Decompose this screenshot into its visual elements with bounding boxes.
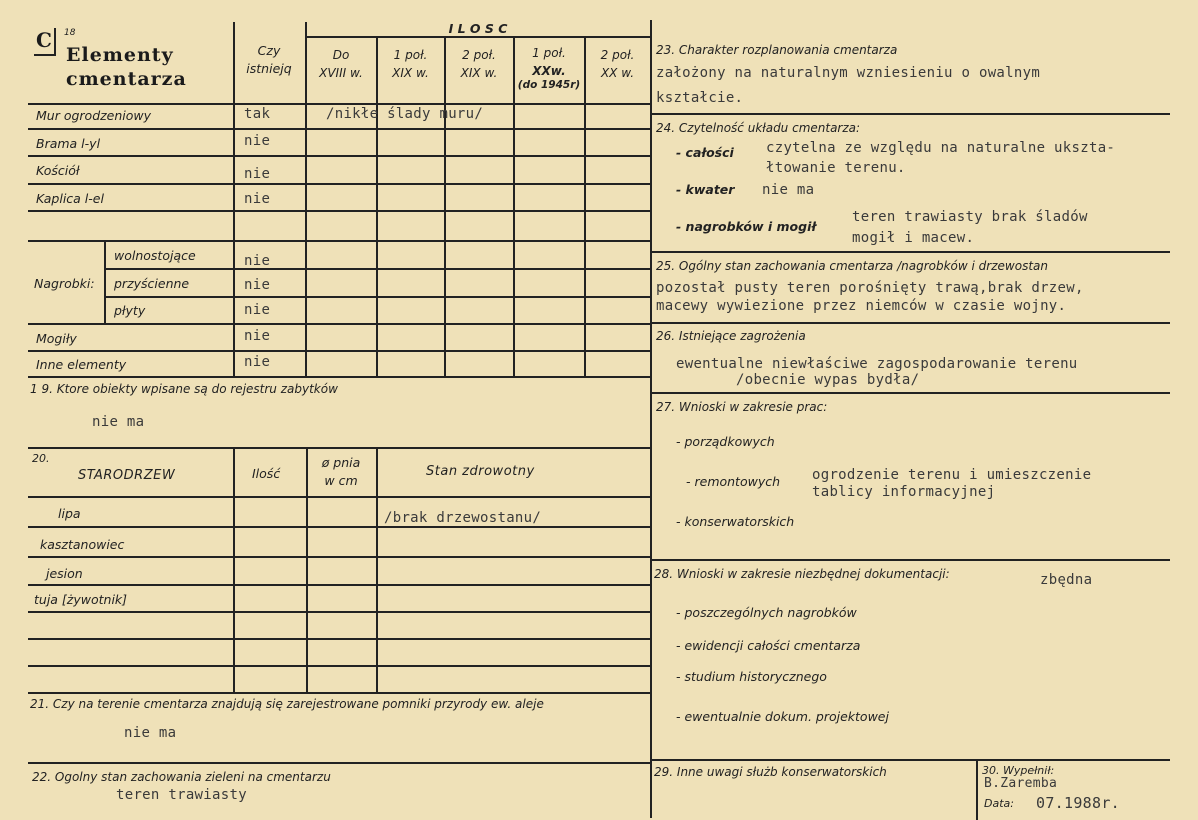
q20-note: /brak drzewostanu/ <box>384 510 542 526</box>
q26-answer-2: /obecnie wypas bydła/ <box>736 372 920 388</box>
q27-remont-1: ogrodzenie terenu i umieszczenie <box>812 467 1092 483</box>
row-label-mur: Mur ogrodzeniowy <box>36 108 152 123</box>
row-exists-mogily: nie <box>244 328 271 344</box>
q22-answer: teren trawiasty <box>116 787 247 803</box>
q21-label: 21. Czy na terenie cmentarza znajdują się zarejestrowane pomniki przyrody ew. aleje <box>30 697 544 711</box>
q25-answer-2: macewy wywiezione przez niemców w czasie wojny. <box>656 298 1067 314</box>
section-sub: 18 <box>64 28 76 38</box>
row-exists-inne: nie <box>244 354 271 370</box>
q23-answer-1: założony na naturalnym wzniesieniu o owalnym <box>656 65 1041 81</box>
q28-item-3: - studium historycznego <box>676 669 827 684</box>
q28-item-4: - ewentualnie dokum. projektowej <box>676 709 889 724</box>
q22-label: 22. Ogolny stan zachowania zieleni na cmentarzu <box>32 770 331 784</box>
q29-label: 29. Inne uwagi służb konserwatorskich <box>654 765 887 779</box>
q24-nagrobkow-2: mogił i macew. <box>852 230 975 246</box>
q24-calosci-label: - całości <box>676 145 734 160</box>
q28-label: 28. Wnioski w zakresie niezbędnej dokumentacji: <box>654 567 950 581</box>
row-exists-brama: nie <box>244 133 271 149</box>
tree-kasztanowiec: kasztanowiec <box>40 537 125 552</box>
q24-kwater-label: - kwater <box>676 182 735 197</box>
q20-col-ilosc: Ilość <box>252 466 281 481</box>
row-label-brama: Brama l-yl <box>36 136 101 151</box>
q25-label: 25. Ogólny stan zachowania cmentarza /nagrobków i drzewostan <box>656 259 1048 273</box>
q24-calosci-1: czytelna ze względu na naturalne ukszta- <box>766 140 1116 156</box>
q20-col-pnia: ø pnia w cm <box>321 455 361 488</box>
nagrobki-przyscienne-exists: nie <box>244 277 271 293</box>
q20-num: 20. <box>32 452 50 465</box>
tree-tuja: tuja [żywotnik] <box>34 592 128 607</box>
row-exists-mur: tak <box>244 106 271 122</box>
row-note-mur: /nikłe ślady muru/ <box>326 106 484 122</box>
period-col-4: 2 poł. XX w. <box>600 48 635 80</box>
period-col-1: 1 poł. XIX w. <box>392 48 429 80</box>
row-exists-kosciol: nie <box>244 166 271 182</box>
col-ilosc-header: I L O S C <box>448 21 508 36</box>
q24-nagrobkow-1: teren trawiasty brak śladów <box>852 209 1088 225</box>
period-col-2: 2 poł. XIX w. <box>460 48 498 80</box>
nagrobki-plyty-label: płyty <box>114 303 146 318</box>
nagrobki-przyscienne-label: przyścienne <box>114 276 190 291</box>
q27-label: 27. Wnioski w zakresie prac: <box>656 400 828 414</box>
q24-nagrobkow-label: - nagrobków i mogił <box>676 219 817 234</box>
q30-name: B.Zaremba <box>984 776 1058 791</box>
nagrobki-label: Nagrobki: <box>34 276 95 291</box>
row-label-kosciol: Kościół <box>36 163 80 178</box>
q25-answer-1: pozostał pusty teren porośnięty trawą,brak drzew, <box>656 280 1084 296</box>
q19-label: 1 9. Ktore obiekty wpisane są do rejestru zabytków <box>30 382 338 396</box>
row-label-inne: Inne elementy <box>36 357 127 372</box>
q30-label: 30. Wypełnił: <box>982 764 1055 777</box>
q24-kwater: nie ma <box>762 182 815 198</box>
q30-date: 07.1988r. <box>1036 794 1120 812</box>
q30-date-label: Data: <box>984 797 1014 810</box>
elements-title-2: cmentarza <box>66 68 187 90</box>
q21-answer: nie ma <box>124 725 177 741</box>
row-label-kaplica: Kaplica l-el <box>36 191 104 206</box>
row-label-mogily: Mogiły <box>36 331 77 346</box>
q23-label: 23. Charakter rozplanowania cmentarza <box>656 43 898 57</box>
q24-label: 24. Czytelność układu cmentarza: <box>656 121 861 135</box>
nagrobki-wolnostojace-exists: nie <box>244 253 271 269</box>
q20-col-name: STARODRZEW <box>78 468 176 483</box>
q27-porzadkowych: - porządkowych <box>676 434 775 449</box>
col-czy-header: Czy istniejq <box>246 43 292 76</box>
q28-item-1: - poszczególnych nagrobków <box>676 605 857 620</box>
nagrobki-plyty-exists: nie <box>244 302 271 318</box>
q28-answer: zbędna <box>1040 572 1093 588</box>
section-letter: C <box>36 28 53 52</box>
period-col-3: 1 poł. XXw. (do 1945r) <box>517 46 581 91</box>
tree-jesion: jesion <box>46 566 83 581</box>
q19-answer: nie ma <box>92 414 145 430</box>
q27-remont-2: tablicy informacyjnej <box>812 484 996 500</box>
q26-answer-1: ewentualne niewłaściwe zagospodarowanie terenu <box>676 356 1078 372</box>
q20-col-stan: Stan zdrowotny <box>426 464 535 479</box>
q24-calosci-2: łtowanie terenu. <box>766 160 906 176</box>
tree-lipa: lipa <box>58 506 81 521</box>
q23-answer-2: kształcie. <box>656 90 744 106</box>
q26-label: 26. Istniejące zagrożenia <box>656 329 806 343</box>
row-exists-kaplica: nie <box>244 191 271 207</box>
nagrobki-wolnostojace-label: wolnostojące <box>114 248 196 263</box>
period-col-0: Do XVIII w. <box>319 48 363 80</box>
elements-title-1: Elementy <box>66 44 174 66</box>
q27-remontowych: - remontowych <box>686 474 781 489</box>
q27-konserwatorskich: - konserwatorskich <box>676 514 795 529</box>
q28-item-2: - ewidencji całości cmentarza <box>676 638 861 653</box>
